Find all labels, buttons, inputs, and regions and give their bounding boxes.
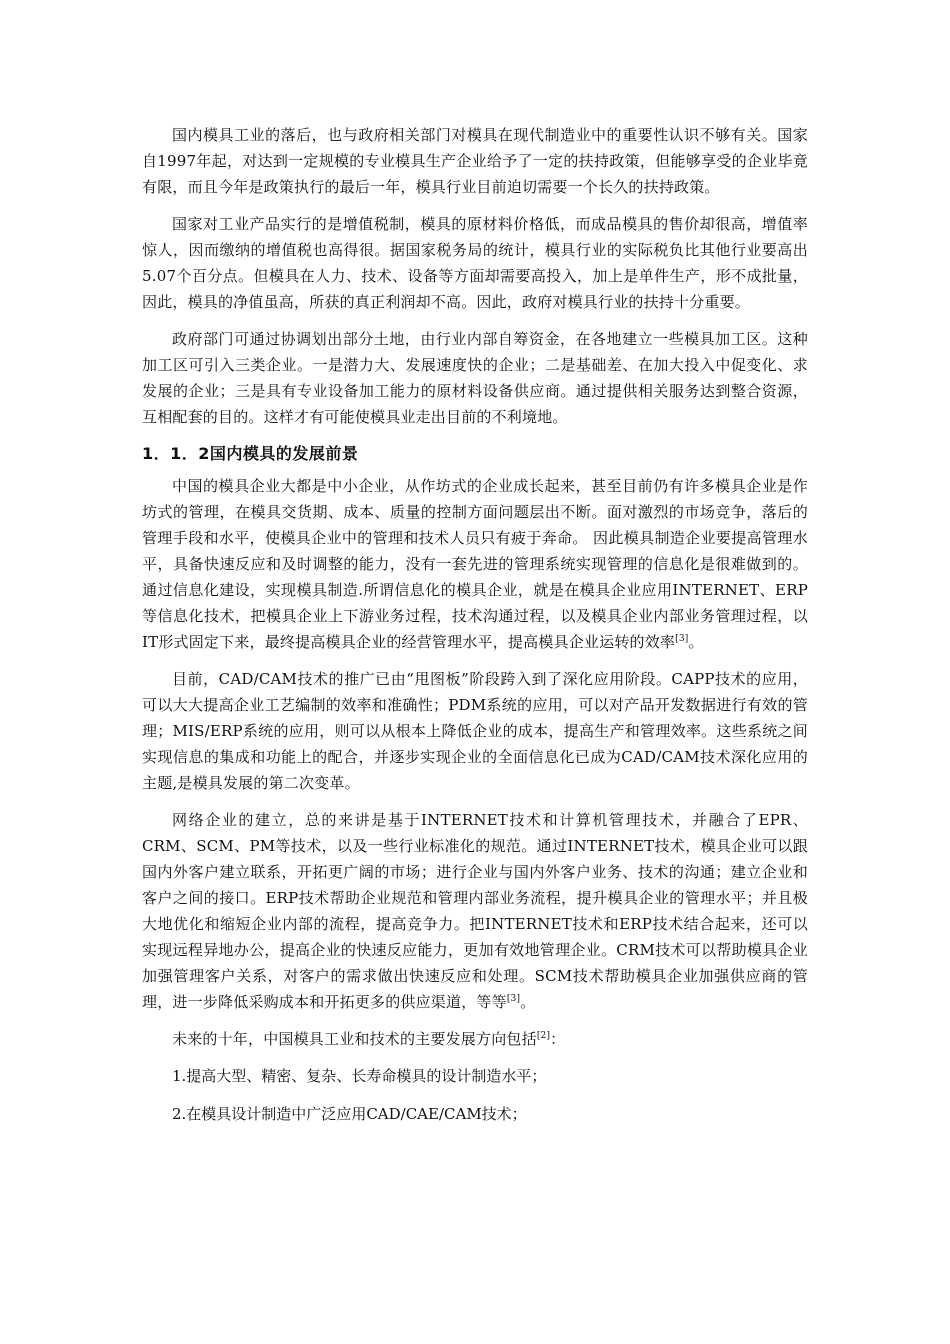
paragraph-policy-support: 国内模具工业的落后，也与政府相关部门对模具在现代制造业中的重要性认识不够有关。国家自1997年起，对达到一定规模的专业模具生产企业给予了一定的扶持政策，但能够享受的企业毕竟有限，而且今年是政策执行的最后一年，模具行业目前迫切需要一个长久的扶持政策。 — [142, 126, 808, 196]
list-item: 2.在模具设计制造中广泛应用CAD/CAE/CAM技术； — [172, 1105, 527, 1123]
paragraph-informatization — [142, 473, 808, 655]
citation-ref: [3] — [675, 634, 689, 644]
paragraph-network-enterprise — [142, 807, 808, 1015]
paragraph-vat-tax: 国家对工业产品实行的是增值税制，模具的原材料价格低，而成品模具的售价却很高，增值率惊人，因而缴纳的增值税也高得很。据国家税务局的统计，模具行业的实际税负比其他行业要高出5.07个百分点。但模具在人力、技术、设备等方面却需要高投入，加上是单件生产，形不成批量，因此，模具的净值虽高，所获的真正利润却不高。因此，政府对模具行业的扶持十分重要。 — [142, 215, 808, 311]
paragraph-tail: ： — [550, 1030, 566, 1048]
paragraph-tail: 。 — [520, 993, 536, 1011]
page-content — [142, 122, 808, 1139]
paragraph-text: 网络企业的建立，总的来讲是基于INTERNET技术和计算机管理技术，并融合了EPR、CRM、SCM、PM等技术，以及一些行业标准化的规范。通过INTERNET技术，模具企业可以跟国内外客户建立联系，开拓更广阔的市场；进行企业与国内外客户业务、技术的沟通；建立企业和客户之间的接口。ERP技术帮助企业规范和管理内部业务流程，提升模具企业的管理水平；并且极大地优化和缩短企业内部的流程，提高竞争力。把INTERNET技术和ERP技术结合起来，还可以实现远程异地办公，提高企业的快速反应能力，更加有效地管理企业。CRM技术可以帮助模具企业加强管理客户关系，对客户的需求做出快速反应和处理。SCM技术帮助模具企业加强供应商的管理，进一步降低采购成本和开拓更多的供应渠道，等等 — [142, 811, 808, 1011]
paragraph-cad-cam: 目前，CAD/CAM技术的推广已由“甩图板”阶段跨入到了深化应用阶段。CAPP技术的应用，可以大大提高企业工艺编制的效率和准确性；PDM系统的应用，可以对产品开发数据进行有效的管理；MIS/ERP系统的应用，则可以从根本上降低企业的成本，提高生产和管理效率。这些系统之间实现信息的集成和功能上的配合，并逐步实现企业的全面信息化已成为CAD/CAM技术深化应用的主题,是模具发展的第二次变革。 — [142, 670, 808, 792]
paragraph-text: 未来的十年，中国模具工业和技术的主要发展方向包括 — [172, 1030, 537, 1048]
paragraph-tail: 。 — [688, 633, 704, 651]
paragraph-future-directions — [142, 1026, 808, 1052]
section-heading: 1．1．2国内模具的发展前景 — [142, 444, 359, 463]
paragraph-text: 中国的模具企业大都是中小企业，从作坊式的企业成长起来，甚至目前仍有许多模具企业是作坊式的管理，在模具交货期、成本、质量的控制方面问题层出不断。面对激烈的市场竞争，落后的管理手段和水平，使模具企业中的管理和技术人员只有疲于奔命。 因此模具制造企业要提高管理水平，具备快速反应和及时调整的能力，没有一套先进的管理系统实现管理的信息化是很难做到的。通过信息化建设，实现模具制造.所谓信息化的模具企业，就是在模具企业应用INTERNET、ERP等信息化技术，把模具企业上下游业务过程，技术沟通过程，以及模具企业内部业务管理过程，以IT形式固定下来，最终提高模具企业的经营管理水平，提高模具企业运转的效率 — [142, 477, 808, 651]
citation-ref: [2] — [536, 1031, 551, 1041]
list-item: 1.提高大型、精密、复杂、长寿命模具的设计制造水平； — [172, 1067, 547, 1085]
paragraph-processing-zone: 政府部门可通过协调划出部分土地，由行业内部自筹资金，在各地建立一些模具加工区。这种加工区可引入三类企业。一是潜力大、发展速度快的企业；二是基础差、在加大投入中促变化、求发展的企业；三是具有专业设备加工能力的原材料设备供应商。通过提供相关服务达到整合资源，互相配套的目的。这样才有可能使模具业走出目前的不利境地。 — [142, 330, 808, 426]
citation-ref: [3] — [506, 994, 521, 1004]
